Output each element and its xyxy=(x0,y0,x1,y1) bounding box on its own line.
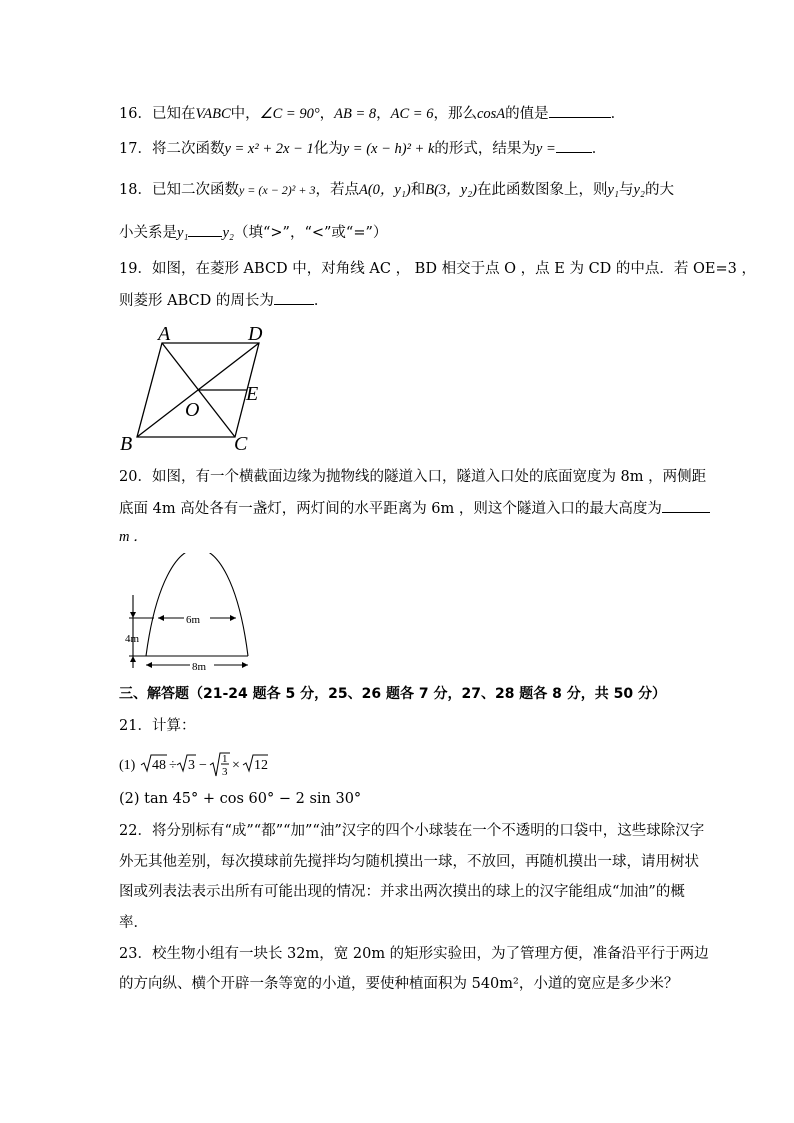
label-a: A xyxy=(158,323,171,345)
question-16: 16．已知在VABC中，∠C = 90°，AB = 8，AC = 6，那么cosA的值是 ． xyxy=(119,103,625,124)
label-b: B xyxy=(120,433,133,455)
question-22-line1: 22．将分别标有“成”“都”“加”“油”汉字的四个小球装在一个不透明的口袋中，这些球除汉字 xyxy=(119,823,705,839)
section-3-heading: 三、解答题（21-24 题各 5 分，25、26 题各 7 分，27、28 题各 8 分，共 50 分） xyxy=(119,686,667,702)
arrow-left-6m xyxy=(158,615,164,621)
question-21-part1 xyxy=(119,752,269,778)
label-6m: 6m xyxy=(186,614,201,626)
svg-text:×: × xyxy=(232,758,240,773)
label-d: D xyxy=(248,323,263,345)
svg-text:(1): (1) xyxy=(119,758,136,773)
arrow-down xyxy=(130,612,136,618)
label-c: C xyxy=(234,433,248,455)
svg-text:−: − xyxy=(199,758,207,773)
answer-blank xyxy=(188,222,222,237)
arrow-right-6m xyxy=(230,615,236,621)
rhombus-figure xyxy=(115,320,275,455)
answer-blank xyxy=(662,498,710,513)
svg-text:48: 48 xyxy=(152,758,166,773)
question-22-line3: 图或列表法表示出所有可能出现的情况：并求出两次摸出的球上的汉字能组成“加油”的概 xyxy=(119,884,685,900)
question-20-line3: m ． xyxy=(119,529,148,545)
svg-text:÷: ÷ xyxy=(169,758,177,773)
svg-text:1: 1 xyxy=(222,753,228,765)
svg-text:3: 3 xyxy=(222,766,228,778)
answer-blank xyxy=(274,290,314,305)
question-20-line2: 底面 4m 高处各有一盏灯，两灯间的水平距离为 6m ，则这个隧道入口的最大高度为 xyxy=(119,498,710,519)
parabola-curve xyxy=(146,553,248,656)
question-18-line2: 小关系是y₁ y₂（填“>”，“<”或“=”） xyxy=(119,222,387,243)
expr-21-1 xyxy=(119,752,269,778)
question-22-line2: 外无其他差别，每次摸球前先搅拌均匀随机摸出一球，不放回，再随机摸出一球，请用树状 xyxy=(119,854,699,870)
label-8m: 8m xyxy=(192,661,207,673)
answer-blank xyxy=(549,103,611,118)
question-23-line2: 的方向纵、横个开辟一条等宽的小道，要使种植面积为 540m²，小道的宽应是多少米？ xyxy=(119,976,679,992)
arrow-left-8m xyxy=(146,662,152,668)
arrow-up xyxy=(130,656,136,662)
label-o: O xyxy=(185,399,200,421)
question-17: 17．将二次函数y = x² + 2x − 1化为y = (x − h)² + k的形式，结果为y = ． xyxy=(119,138,606,159)
question-23-line1: 23．校生物小组有一块长 32m，宽 20m 的矩形实验田，为了管理方便，准备沿平行于两边 xyxy=(119,946,709,962)
question-22-line4: 率． xyxy=(119,915,148,931)
question-20-line1: 20．如图，有一个横截面边缘为抛物线的隧道入口，隧道入口处的底面宽度为 8m ，两侧距 xyxy=(119,469,707,485)
svg-text:12: 12 xyxy=(254,758,268,773)
answer-blank xyxy=(556,138,592,153)
question-21-title: 21．计算： xyxy=(119,718,196,734)
question-21-part2: (2) tan 45° + cos 60° − 2 sin 30° xyxy=(119,791,362,807)
question-19-line1: 19．如图，在菱形 ABCD 中，对角线 AC ， BD 相交于点 O ，点 E 为 CD 的中点．若 OE=3 ， xyxy=(119,261,756,277)
svg-text:3: 3 xyxy=(188,758,195,773)
label-e: E xyxy=(246,383,259,405)
question-18-line1: 18．已知二次函数y = (x − 2)² + 3，若点A(0，y₁)和B(3，y₂)在此函数图象上，则y₁与y₂的大 xyxy=(119,182,674,198)
label-4m: 4m xyxy=(125,633,140,645)
question-19-line2: 则菱形 ABCD 的周长为 ． xyxy=(119,290,328,311)
arrow-right-8m xyxy=(242,662,248,668)
tunnel-figure xyxy=(120,553,260,673)
